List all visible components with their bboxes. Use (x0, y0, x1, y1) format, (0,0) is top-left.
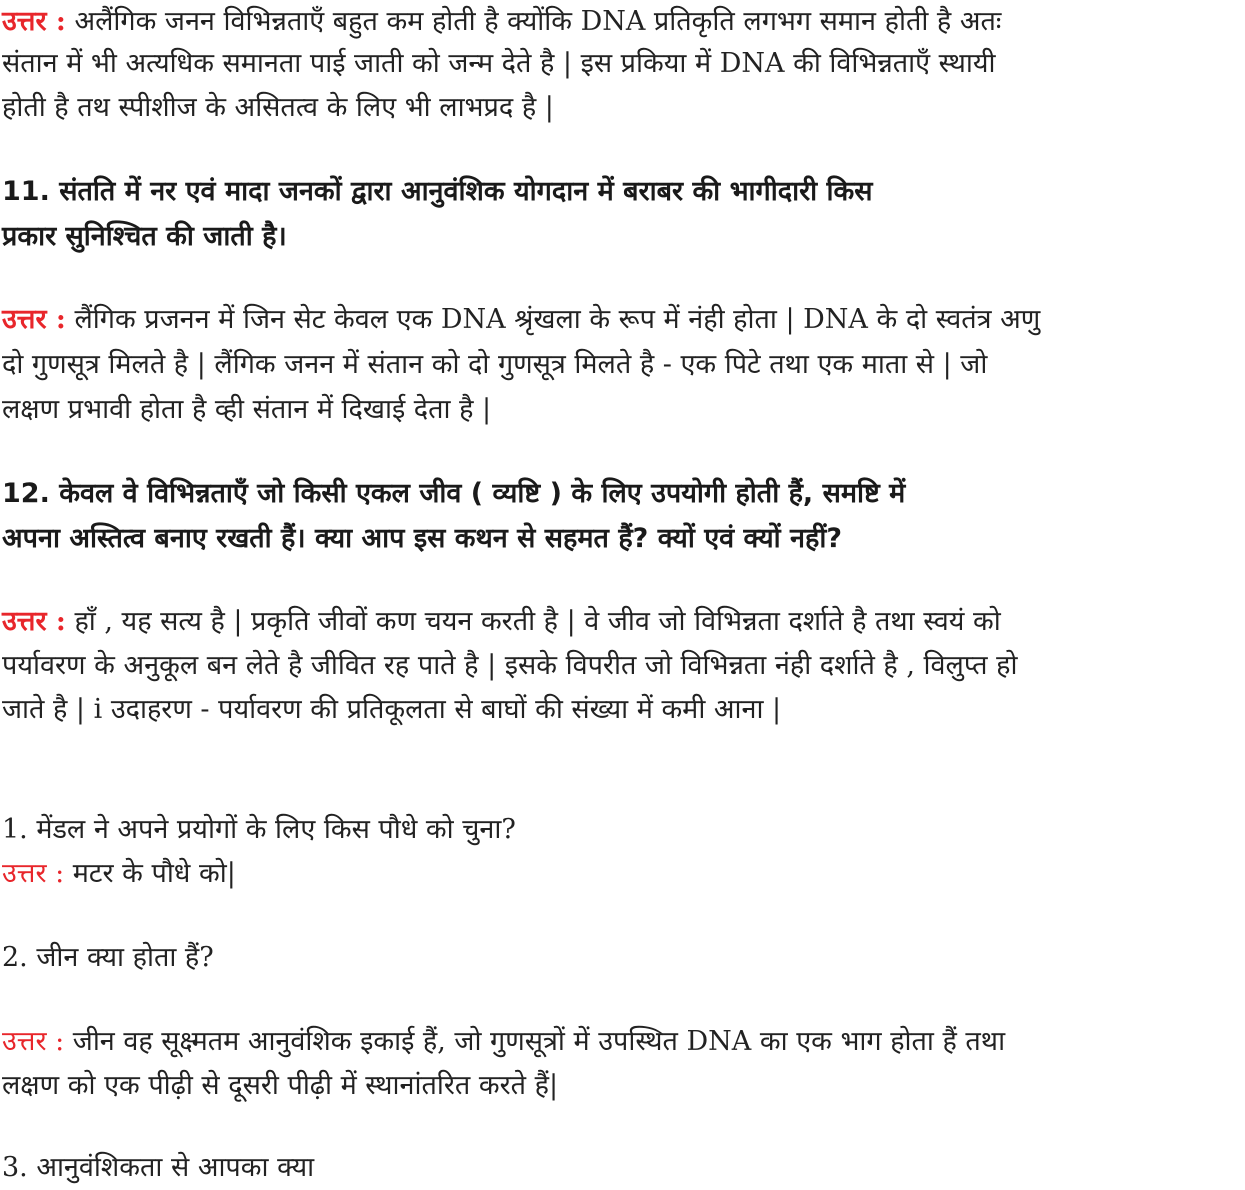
answer-label: उत्तर : (2, 304, 66, 335)
answer-line: लक्षण प्रभावी होता है व्ही संतान में दिखाई देता है | (2, 394, 492, 425)
question-line: 1. मेंडल ने अपने प्रयोगों के लिए किस पौधे को चुना? (2, 814, 516, 845)
answer-label: उत्तर : (2, 1026, 65, 1057)
answer-line: जाते है | i उदाहरण - पर्यावरण की प्रतिकूलता से बाघों की संख्या में कमी आना | (2, 694, 782, 725)
answer-line: दो गुणसूत्र मिलते है | लैंगिक जनन में संतान को दो गुणसूत्र मिलते है - एक पिटे तथा एक माता से | जो (2, 349, 988, 380)
answer-line: उत्तर : लैंगिक प्रजनन में जिन सेट केवल एक DNA श्रृंखला के रूप में नंही होता | DNA के दो स्वतंत्र अणु (2, 304, 1041, 335)
answer-line: संतान में भी अत्यधिक समानता पाई जाती को जन्म देते है | इस प्रकिया में DNA की विभिन्नताएँ स्थायी (2, 48, 996, 79)
answer-line: उत्तर : हाँ , यह सत्य है | प्रकृति जीवों कण चयन करती है | वे जीव जो विभिन्नता दर्शाते है तथा स्वयं को (2, 606, 1001, 637)
answer-label: उत्तर : (2, 6, 66, 37)
answer-line: उत्तर : अलैंगिक जनन विभिन्नताएँ बहुत कम होती है क्योंकि DNA प्रतिकृति लगभग समान होती है अतः (2, 6, 1002, 37)
answer-line: उत्तर : मटर के पौधे को| (2, 858, 236, 889)
question-line: 3. आनुवंशिकता से आपका क्या (2, 1152, 315, 1183)
answer-line: उत्तर : जीन वह सूक्ष्मतम आनुवंशिक इकाई हैं, जो गुणसूत्रों में उपस्थित DNA का एक भाग होता हैं तथा (2, 1026, 1006, 1057)
question-line: 12. केवल वे विभिन्नताएँ जो किसी एकल जीव ( व्यष्टि ) के लिए उपयोगी होती हैं, समष्टि में (2, 478, 906, 509)
question-line: 2. जीन क्या होता हैं? (2, 942, 214, 973)
answer-line: पर्यावरण के अनुकूल बन लेते है जीवित रह पाते है | इसके विपरीत जो विभिन्नता नंही दर्शाते है , विलुप्त हो (2, 650, 1018, 681)
question-line: 11. संतति में नर एवं मादा जनकों द्वारा आनुवंशिक योगदान में बराबर की भागीदारी किस (2, 176, 873, 207)
question-line: अपना अस्तित्व बनाए रखती हैं। क्या आप इस कथन से सहमत हैं? क्यों एवं क्यों नहीं? (2, 523, 843, 554)
answer-label: उत्तर : (2, 858, 65, 889)
answer-label: उत्तर : (2, 606, 66, 637)
question-line: प्रकार सुनिश्चित की जाती है। (2, 221, 287, 252)
answer-line: होती है तथ स्पीशीज के असितत्व के लिए भी लाभप्रद है | (2, 92, 554, 123)
answer-line: लक्षण को एक पीढ़ी से दूसरी पीढ़ी में स्थानांतरित करते हैं| (2, 1070, 559, 1101)
